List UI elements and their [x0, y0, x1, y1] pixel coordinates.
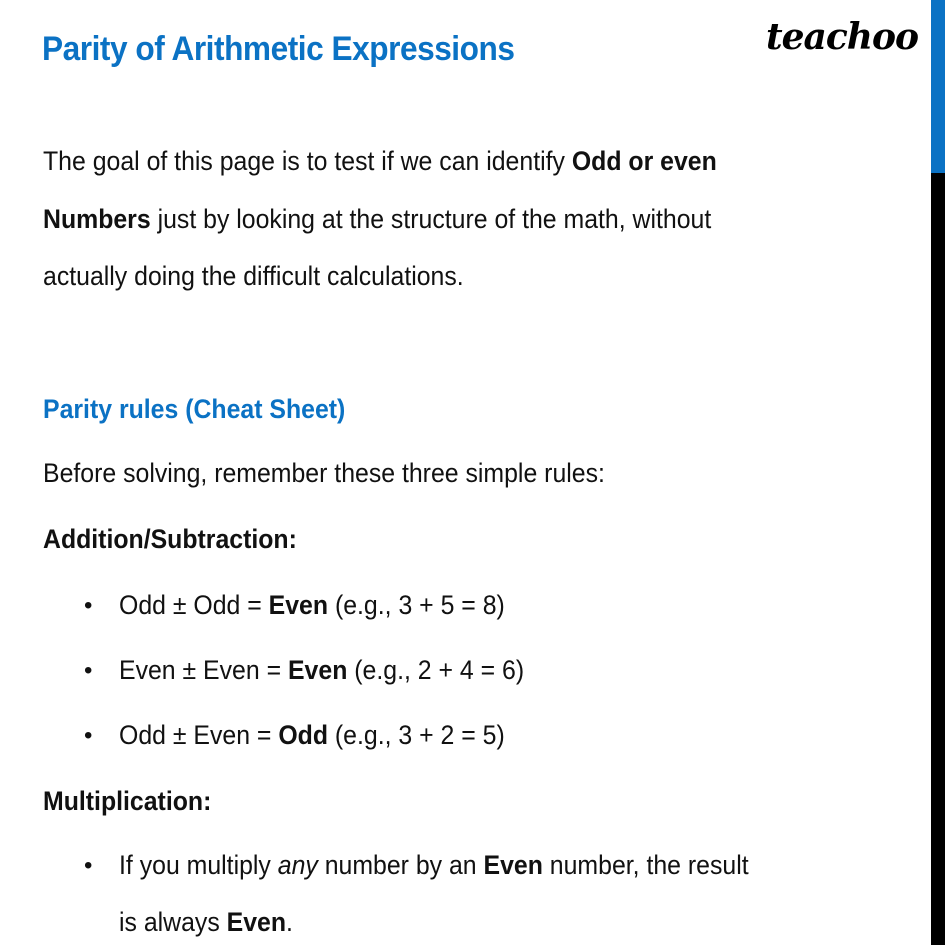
addition-heading: Addition/Subtraction:: [43, 524, 297, 554]
intro-bold: Odd or even: [571, 146, 717, 176]
rule-emphasis: any: [277, 850, 318, 880]
rule-text: Even ± Even =: [119, 655, 288, 685]
bullet-icon: •: [84, 592, 93, 619]
bullet-icon: •: [84, 722, 93, 749]
rule-item: [119, 720, 505, 751]
rule-text: is always: [119, 907, 227, 937]
teachoo-logo: teachoo: [766, 16, 918, 58]
intro-text: The goal of this page is to test if we can identify: [43, 146, 572, 176]
intro-bold: Numbers: [43, 204, 151, 234]
rule-text: .: [286, 907, 293, 937]
page-title: Parity of Arithmetic Expressions: [42, 30, 515, 68]
rule-bold: Even: [483, 850, 543, 880]
rule-result: Odd: [278, 720, 328, 750]
multiplication-rule-line-1: [119, 850, 749, 881]
multiplication-rule-line-2: [119, 907, 293, 938]
rule-item: [119, 655, 524, 686]
rule-bold: Even: [226, 907, 287, 937]
side-dark-bar: [931, 173, 945, 945]
intro-line-2: [43, 204, 711, 235]
rule-text: If you multiply: [119, 850, 278, 880]
intro-line-1: [43, 146, 717, 177]
side-accent-bar: [931, 0, 945, 173]
multiplication-heading: Multiplication:: [43, 786, 212, 816]
rule-example: (e.g., 2 + 4 = 6): [347, 655, 525, 685]
rule-text: Odd ± Odd =: [119, 590, 269, 620]
rule-item: [119, 590, 505, 621]
rule-text: number, the result: [542, 850, 749, 880]
bullet-icon: •: [84, 657, 93, 684]
cheat-sheet-heading: Parity rules (Cheat Sheet): [43, 394, 346, 424]
rule-example: (e.g., 3 + 2 = 5): [327, 720, 505, 750]
cheat-sheet-intro: Before solving, remember these three simple rules:: [43, 458, 605, 488]
intro-line-3: actually doing the difficult calculations.: [43, 261, 464, 291]
rule-text: number by an: [317, 850, 484, 880]
intro-text: just by looking at the structure of the math, without: [150, 204, 712, 234]
rule-example: (e.g., 3 + 5 = 8): [328, 590, 505, 620]
rule-result: Even: [287, 655, 348, 685]
bullet-icon: •: [84, 852, 93, 879]
rule-text: Odd ± Even =: [119, 720, 279, 750]
rule-result: Even: [268, 590, 329, 620]
